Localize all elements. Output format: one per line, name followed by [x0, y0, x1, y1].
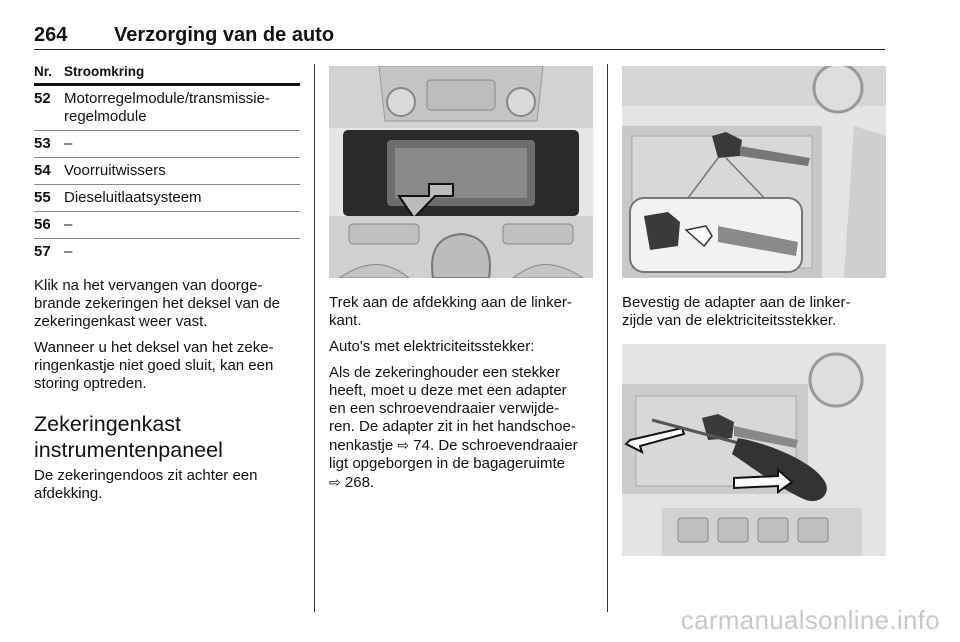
- fuse-number: 53: [34, 135, 51, 152]
- adapter-attach-illustration: [622, 66, 886, 278]
- fuse-number: 57: [34, 243, 51, 260]
- column-left: [34, 64, 300, 503]
- paragraph-location: De zekeringendoos zit achter een afdekking.: [34, 467, 258, 502]
- table-row: [34, 212, 300, 239]
- paragraph-adapter: [329, 364, 593, 492]
- fuse-number: 52: [34, 90, 51, 107]
- page-reference-link[interactable]: 74: [413, 437, 430, 454]
- table-row: [34, 86, 300, 131]
- table-row: [34, 131, 300, 158]
- fuse-circuit: Motorregelmodule/transmissie- regelmodule: [64, 90, 270, 125]
- paragraph-attach-adapter: Bevestig de adapter aan de linker- zijde van de elektriciteitsstekker.: [622, 294, 851, 329]
- fuse-circuit: Voorruitwissers: [64, 162, 166, 179]
- fuse-number: 55: [34, 189, 51, 206]
- column-right: [622, 66, 886, 556]
- table-row: [34, 185, 300, 212]
- fuse-circuit: –: [64, 216, 73, 233]
- paragraph-pull-cover: Trek aan de afdekking aan de linker- kant.: [329, 294, 572, 329]
- page-reference-arrow-icon: ⇨: [329, 474, 341, 490]
- adapter-text-b: . De schroevendraaier ligt opgeborgen in de bagageruimte: [329, 437, 578, 472]
- fuse-circuit: Dieseluitlaatsysteem: [64, 189, 202, 206]
- watermark: carmanualsonline.info: [680, 605, 940, 635]
- paragraph-warning: Wanneer u het deksel van het zeke- ringenkastje niet goed sluit, kan een storing optreden.: [34, 339, 274, 392]
- page-reference-arrow-icon: ⇨: [397, 437, 410, 453]
- fuse-number: 56: [34, 216, 51, 233]
- column-middle-text: [329, 294, 593, 492]
- page-header: [34, 18, 885, 50]
- paragraph-close-cover: Klik na het vervangen van doorge- brande zekeringen het deksel van de zekeringenkast weer vast.: [34, 277, 281, 330]
- page-number: 264: [34, 24, 68, 46]
- chapter-title: Verzorging van de auto: [114, 24, 335, 46]
- column-middle: [329, 66, 593, 492]
- header-nr: Nr.: [34, 64, 53, 79]
- screwdriver-removal-illustration: [622, 344, 886, 556]
- adapter-text-a: Als de zekeringhouder een stekker heeft, moet u deze met een adapter en een schroevendraaier verwijde- ren. De adapter zit in het handschoe- nenkastje: [329, 364, 576, 454]
- fuse-circuit: –: [64, 243, 73, 260]
- table-row: [34, 158, 300, 185]
- fuse-number: 54: [34, 162, 51, 179]
- table-row: [34, 239, 300, 265]
- column-divider-left: [314, 64, 315, 612]
- page-reference-link[interactable]: 268: [344, 474, 370, 491]
- adapter-text-c: .: [369, 474, 375, 491]
- fuse-table-header: [34, 64, 300, 86]
- paragraph-electric-plug: Auto's met elektriciteitsstekker:: [329, 338, 535, 355]
- column-divider-right: [607, 64, 608, 612]
- section-title: Zekeringenkast instrumentenpaneel: [34, 412, 223, 462]
- header-stroomkring: Stroomkring: [64, 64, 145, 79]
- column-right-text: [622, 294, 886, 330]
- fuse-circuit: –: [64, 135, 73, 152]
- dashboard-cover-illustration: [329, 66, 593, 278]
